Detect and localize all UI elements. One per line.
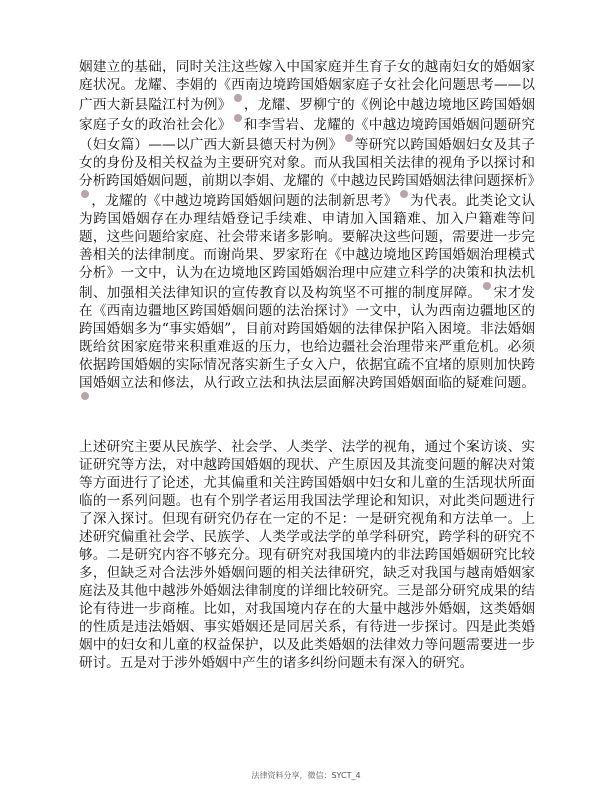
footnote-marker-icon: [234, 114, 242, 122]
footnote-marker-icon: [234, 94, 242, 102]
paragraph-1-text-e: ，龙耀的《中越边境跨国婚姻问题的法制新思考》: [91, 193, 398, 209]
footnote-marker-icon: [400, 190, 408, 198]
page-footer: 法律资料分享，微信：SYCT_4: [251, 771, 361, 780]
paragraph-1-text-g: 宋才发在《西南边疆地区跨国婚姻问题的法治探讨》一文中，认为西南边疆地区的跨国婚姻多为“事实婚姻”，目前对跨国婚姻的法律保护陷入困境。非法婚姻既给贫困家庭带来积重难返的压力，也给边疆社会治理带来严重危机。必须依据跨国婚姻的实际情况落实新生子女入户，依据宜疏不宜堵的原则加快跨国婚姻立法和修法，从行政立法和执法层面解决跨国婚姻面临的疑难问题。: [79, 285, 535, 391]
paragraph-1-text-c: 和李雪岩、龙耀的《中越边境跨国婚姻问题研究（妇女篇）——以广西大新县德天村为例》: [79, 117, 535, 153]
footnote-marker-icon: [483, 282, 491, 290]
footnote-marker-icon: [81, 392, 89, 400]
paragraph-1-text-b: ，龙耀、罗柳宁的《例论中越边境地区跨国婚姻家庭子女的政治社会化》: [79, 97, 535, 133]
body-paragraph-2: 上述研究主要从民族学、社会学、人类学、法学的视角，通过个案访谈、实证研究等方法，对中越跨国婚姻的现状、产生原因及其流变问题的解决对策等方面进行了论述，尤其偏重和关注跨国婚姻中妇女和儿童的生活现状所面临的一系列问题。也有个别学者运用我国法学理论和知识，对此类问题进行了深入探讨。但现有研究仍存在一定的不足：一是研究视角和方法单一。上述研究偏重社会学、民族学、人类学或法学的单学科研究，跨学科的研究不够。二是研究内容不够充分。现有研究对我国境内的非法跨国婚姻研究比较多，但缺乏对合法涉外婚姻问题的相关法律研究，缺乏对我国与越南婚姻家庭法及其他中越涉外婚姻法律制度的详细比较研究。三是部分研究成果的结论有待进一步商榷。比如，对我国境内存在的大量中越涉外婚姻，这类婚姻的性质是违法婚姻、事实婚姻还是同居关系，有待进一步探讨。四是此类婚姻中的妇女和儿童的权益保护，以及此类婚姻的法律效力等问题需要进一步研讨。五是对于涉外婚姻中产生的诸多纠纷问题未有深入的研究。: [79, 439, 535, 671]
paragraph-1-text-d: 等研究以跨国婚姻妇女及其子女的身份及相关权益为主要研究对象。而从我国相关法律的视角予以探讨和分析跨国婚姻问题，前期以李娟、龙耀的《中越边民跨国婚姻法律问题探析》: [79, 137, 542, 189]
paragraph-1-text-f: 为代表。此类论文认为跨国婚姻存在办理结婚登记手续难、申请加入国籍难、加入户籍难等问题，这些问题给家庭、社会带来诸多影响。要解决这些问题，需要进一步完善相关的法律制度。而谢尚果、罗家珩在《中越边境地区跨国婚姻治理模式分析》一文中，认为在边境地区跨国婚姻治理中应建立科学的决策和执法机制、加强相关法律知识的宣传教育以及构筑坚不可摧的制度屏障。: [79, 193, 536, 301]
body-paragraph-1: [79, 58, 542, 412]
footnote-marker-icon: [345, 134, 353, 142]
footnote-marker-icon: [81, 190, 89, 198]
paragraph-1-text-a: 姻建立的基础，同时关注这些嫁入中国家庭并生育子女的越南妇女的婚姻家庭状况。龙耀、李娟的《西南边境跨国婚姻家庭子女社会化问题思考——以广西大新县隘江村为例》: [79, 59, 535, 113]
